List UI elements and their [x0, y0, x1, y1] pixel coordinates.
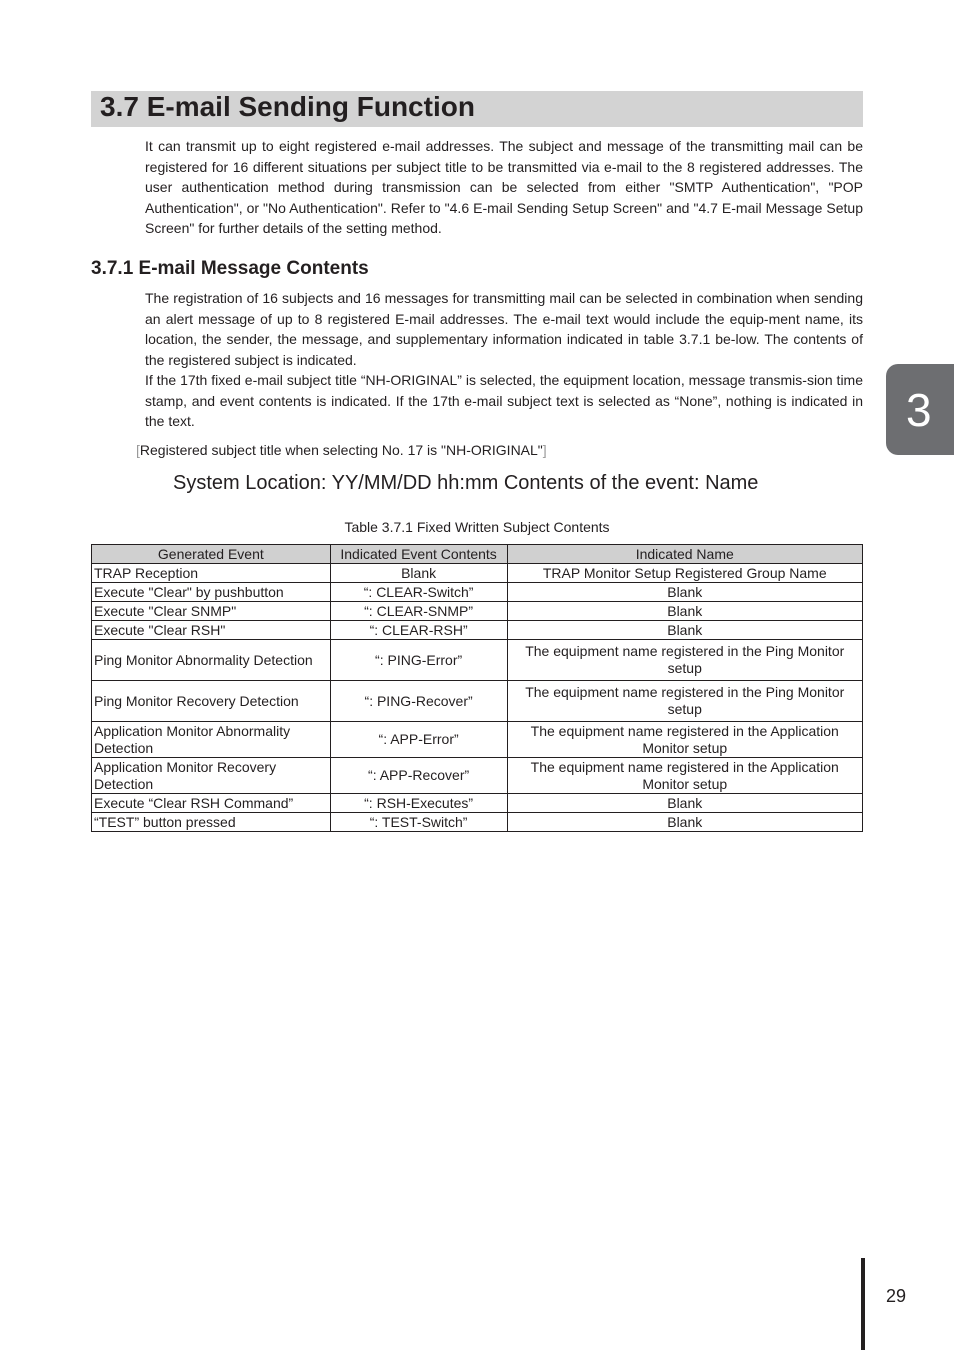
table-row [92, 813, 863, 832]
event-contents-cell: “: APP-Recover” [330, 758, 507, 794]
generated-event-cell: Ping Monitor Recovery Detection [92, 681, 331, 722]
event-contents-cell: “: PING-Error” [330, 640, 507, 681]
subsection-title: 3.7.1 E-mail Message Contents [91, 258, 369, 279]
header-generated-event: Generated Event [92, 545, 331, 564]
indicated-name-cell: Blank [507, 813, 863, 832]
table-row [92, 640, 863, 681]
indicated-name-cell: The equipment name registered in the Ping Monitor setup [507, 681, 863, 722]
event-contents-cell: “: TEST-Switch” [330, 813, 507, 832]
table-row [92, 564, 863, 583]
table-row [92, 758, 863, 794]
generated-event-cell: TRAP Reception [92, 564, 331, 583]
body-paragraph-2: If the 17th fixed e-mail subject title “NH-ORIGINAL” is selected, the equipment location, message transmis-sion time stamp, and event contents is indicated. If the 17th e-mail subject text is selected as “None”, nothing is indicated in the text. [145, 372, 863, 429]
indicated-name-cell: Blank [507, 621, 863, 640]
note-open-bracket: [ [136, 442, 140, 458]
generated-event-cell: Execute "Clear SNMP" [92, 602, 331, 621]
page-number: 29 [886, 1286, 907, 1306]
event-contents-cell: “: APP-Error” [330, 722, 507, 758]
generated-event-cell: Execute "Clear" by pushbutton [92, 583, 331, 602]
generated-event-cell: Application Monitor Abnormality Detection [92, 722, 331, 758]
section-title: 3.7 E-mail Sending Function [100, 91, 475, 122]
table-row [92, 794, 863, 813]
generated-event-cell: Execute "Clear RSH" [92, 621, 331, 640]
fixed-subject-contents-table [91, 544, 863, 832]
event-contents-cell: “: RSH-Executes” [330, 794, 507, 813]
generated-event-cell: Ping Monitor Abnormality Detection [92, 640, 331, 681]
indicated-name-cell: Blank [507, 794, 863, 813]
note-close-bracket: ] [542, 442, 547, 458]
event-contents-cell: “: PING-Recover” [330, 681, 507, 722]
table-row [92, 681, 863, 722]
header-indicated-event-contents: Indicated Event Contents [330, 545, 507, 564]
indicated-name-cell: The equipment name registered in the Ping Monitor setup [507, 640, 863, 681]
event-contents-cell: “: CLEAR-SNMP” [330, 602, 507, 621]
indicated-name-cell: The equipment name registered in the Application Monitor setup [507, 722, 863, 758]
registered-subject-note [136, 440, 547, 460]
generated-event-cell: Execute “Clear RSH Command” [92, 794, 331, 813]
table-row [92, 583, 863, 602]
indicated-name-cell: The equipment name registered in the Application Monitor setup [507, 758, 863, 794]
table-row [92, 602, 863, 621]
generated-event-cell: Application Monitor Recovery Detection [92, 758, 331, 794]
chapter-number: 3 [906, 384, 932, 436]
event-contents-cell: Blank [330, 564, 507, 583]
note-text: Registered subject title when selecting No. 17 is "NH-ORIGINAL" [139, 442, 543, 458]
indicated-name-cell: TRAP Monitor Setup Registered Group Name [507, 564, 863, 583]
event-contents-cell: “: CLEAR-RSH” [330, 621, 507, 640]
intro-paragraph: It can transmit up to eight registered e-mail addresses. The subject and message of the transmitting mail can be registered for 16 different situations per subject title to be transmitted via e-mail to the 8 registered addresses. The user authentication method during transmission can be selected from either "SMTP Authentication", "POP Authentication", or "No Authentication". Refer to "4.6 E-mail Sending Setup Screen" and "4.7 E-mail Message Setup Screen" for further details of the setting method. [145, 138, 863, 236]
event-contents-cell: “: CLEAR-Switch” [330, 583, 507, 602]
page-number-rule [861, 1258, 865, 1350]
table-caption: Table 3.7.1 Fixed Written Subject Contents [344, 519, 610, 535]
table-row [92, 621, 863, 640]
indicated-name-cell: Blank [507, 583, 863, 602]
table-header-row [92, 545, 863, 564]
indicated-name-cell: Blank [507, 602, 863, 621]
table-row [92, 722, 863, 758]
body-paragraph-1: The registration of 16 subjects and 16 messages for transmitting mail can be selected in combination when sending an alert message of up to 8 registered E-mail addresses. The e-mail text would include the equip-ment name, its location, the sender, the message, and supplementary information indicated in table 3.7.1 be-low. The contents of the registered subject is indicated. [145, 290, 863, 368]
generated-event-cell: “TEST” button pressed [92, 813, 331, 832]
subject-format-line: System Location: YY/MM/DD hh:mm Contents of the event: Name [173, 472, 759, 494]
header-indicated-name: Indicated Name [507, 545, 863, 564]
